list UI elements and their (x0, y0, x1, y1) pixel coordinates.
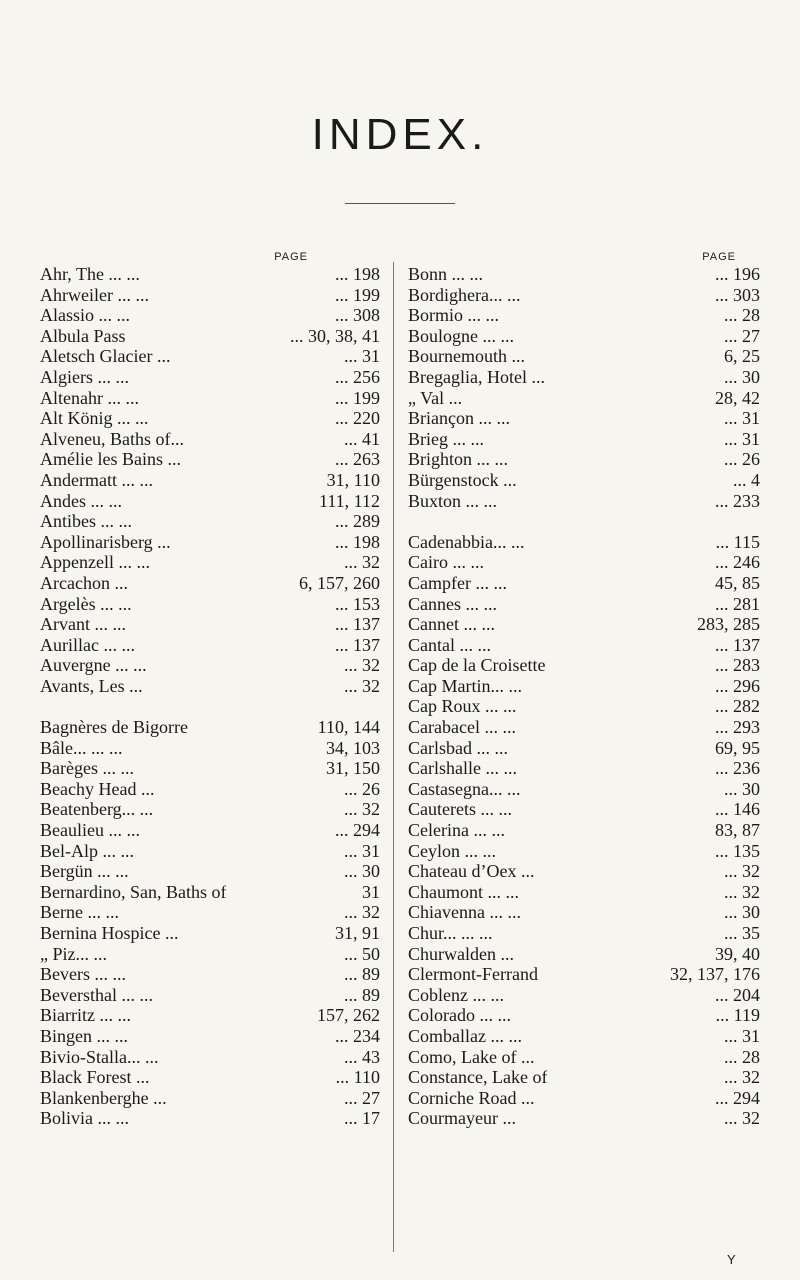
index-term: Coblenz ... ... (408, 984, 504, 1005)
index-entry (408, 449, 760, 470)
index-column-left (40, 250, 380, 1129)
index-term: Avants, Les ... (40, 675, 143, 696)
index-entry (40, 799, 380, 820)
index-term: Black Forest ... (40, 1067, 150, 1088)
index-term: Corniche Road ... (408, 1087, 535, 1108)
index-term: Cap de la Croisette (408, 655, 546, 676)
index-term: Brighton ... ... (408, 449, 509, 470)
index-entry (40, 902, 380, 923)
index-entry (40, 388, 380, 409)
index-term: Carlshalle ... ... (408, 758, 517, 779)
index-pages: ... 30, 38, 41 (290, 325, 380, 346)
index-term: Boulogne ... ... (408, 325, 514, 346)
index-pages: ... 234 (335, 1025, 380, 1046)
index-entry (408, 470, 760, 491)
index-pages: ... 153 (335, 593, 380, 614)
index-entry (40, 594, 380, 615)
index-pages: ... 283 (715, 655, 760, 676)
index-pages: ... 28 (724, 305, 760, 326)
index-pages: 31, 150 (326, 758, 380, 779)
index-term: Arcachon ... (40, 572, 128, 593)
index-term: Aurillac ... ... (40, 634, 135, 655)
index-entry (408, 964, 760, 985)
index-term: Briançon ... ... (408, 408, 510, 429)
index-term: Apollinarisberg ... (40, 531, 171, 552)
index-pages: ... 32 (344, 902, 380, 923)
index-term: Cap Roux ... ... (408, 696, 517, 717)
index-entry (40, 470, 380, 491)
index-pages: ... 198 (335, 531, 380, 552)
index-entry (40, 861, 380, 882)
index-term: Barèges ... ... (40, 758, 134, 779)
index-entry (40, 573, 380, 594)
index-entry (40, 408, 380, 429)
index-term: Buxton ... ... (408, 490, 498, 511)
index-entry (40, 1047, 380, 1068)
index-term: Chaumont ... ... (408, 881, 519, 902)
index-entry (40, 532, 380, 553)
index-entry (408, 511, 760, 532)
index-entry (408, 882, 760, 903)
index-entry (40, 285, 380, 306)
index-pages: ... 263 (335, 449, 380, 470)
index-entry (40, 985, 380, 1006)
index-term: Bernina Hospice ... (40, 923, 179, 943)
index-term: Ahrweiler ... ... (40, 284, 149, 305)
index-pages: 28, 42 (715, 387, 760, 408)
index-term: Bivio-Stalla... ... (40, 1046, 159, 1067)
index-term: Beachy Head ... (40, 778, 155, 799)
index-entry (408, 985, 760, 1006)
index-term: Campfer ... ... (408, 572, 507, 593)
index-term: Bingen ... ... (40, 1025, 128, 1046)
index-pages: ... 293 (715, 717, 760, 738)
index-pages: ... 26 (344, 778, 380, 799)
index-term: Churwalden ... (408, 943, 514, 964)
index-pages: 157, 262 (317, 1005, 380, 1026)
index-term: Colorado ... ... (408, 1005, 511, 1026)
index-pages: ... 281 (715, 593, 760, 614)
index-pages: ... 308 (335, 305, 380, 326)
index-pages: ... 89 (344, 984, 380, 1005)
index-entry (408, 1108, 760, 1129)
index-pages: 6, 157, 260 (299, 572, 380, 593)
index-pages: ... 294 (335, 820, 380, 841)
index-pages: ... 32 (724, 1067, 760, 1088)
index-term: Beversthal ... ... (40, 984, 153, 1005)
index-term: Bâle... ... ... (40, 737, 123, 758)
index-pages: ... 146 (715, 799, 760, 820)
index-entry (40, 264, 380, 285)
index-term: Arvant ... ... (40, 614, 126, 635)
index-entry (408, 614, 760, 635)
index-pages: 39, 40 (715, 943, 760, 964)
index-entry (40, 1026, 380, 1047)
index-term: Cairo ... ... (408, 552, 484, 573)
index-term: Appenzell ... ... (40, 552, 150, 573)
index-term: Alveneu, Baths of... (40, 428, 184, 449)
index-entry (40, 820, 380, 841)
index-term: Algiers ... ... (40, 366, 129, 387)
index-entry (40, 449, 380, 470)
index-pages: ... 294 (715, 1087, 760, 1108)
index-term: Bolivia ... ... (40, 1108, 129, 1129)
index-entry (408, 820, 760, 841)
index-term: Cannet ... ... (408, 614, 495, 635)
index-pages: ... 115 (715, 531, 760, 552)
index-entry (40, 305, 380, 326)
index-entry (408, 388, 760, 409)
index-pages: ... 220 (335, 408, 380, 429)
index-entry (408, 1026, 760, 1047)
index-entry (40, 676, 380, 697)
index-pages: ... 198 (335, 264, 380, 284)
index-entry (40, 367, 380, 388)
index-entry (40, 614, 380, 635)
index-pages: 69, 95 (715, 737, 760, 758)
index-pages: ... 31 (724, 428, 760, 449)
index-term: Cantal ... ... (408, 634, 491, 655)
index-term: Carlsbad ... ... (408, 737, 508, 758)
index-entry (40, 1067, 380, 1088)
index-entry (408, 1088, 760, 1109)
index-pages: ... 89 (344, 964, 380, 985)
index-entry (40, 758, 380, 779)
index-entry (40, 882, 380, 903)
index-pages: ... 110 (335, 1067, 380, 1088)
index-pages: ... 32 (344, 552, 380, 573)
index-pages: ... 31 (724, 1025, 760, 1046)
index-pages: ... 32 (724, 881, 760, 902)
index-entry (40, 655, 380, 676)
index-pages: ... 30 (724, 366, 760, 387)
index-entry (408, 861, 760, 882)
index-term: Ceylon ... ... (408, 840, 496, 861)
index-entry (408, 799, 760, 820)
index-pages: 110, 144 (317, 717, 380, 738)
index-entry (40, 717, 380, 738)
index-pages: 283, 285 (697, 614, 760, 635)
index-entry (408, 696, 760, 717)
index-term: „ Piz... ... (40, 943, 107, 964)
index-term: Andermatt ... ... (40, 469, 153, 490)
index-pages: ... 196 (715, 264, 760, 284)
index-pages: 34, 103 (326, 737, 380, 758)
index-entry (40, 964, 380, 985)
index-pages: ... 32 (344, 675, 380, 696)
index-term: Altenahr ... ... (40, 387, 139, 408)
index-entry (40, 491, 380, 512)
column-divider (393, 262, 394, 1252)
index-pages: ... 17 (344, 1108, 380, 1129)
index-term: Chateau d’Oex ... (408, 861, 535, 882)
index-entry (408, 594, 760, 615)
index-entry (408, 738, 760, 759)
index-pages: ... 50 (344, 943, 380, 964)
index-column-right (408, 250, 760, 1129)
index-pages: ... 137 (335, 614, 380, 635)
index-entry (408, 758, 760, 779)
index-entry (40, 923, 380, 944)
index-entry (408, 635, 760, 656)
index-term: Bagnères de Bigorre (40, 717, 188, 738)
index-pages: ... 199 (335, 387, 380, 408)
index-entry (408, 902, 760, 923)
index-list-left (40, 264, 380, 1129)
index-term: Bernardino, San, Baths of (40, 881, 227, 902)
index-pages: ... 137 (715, 634, 760, 655)
index-pages: 32, 137, 176 (670, 964, 760, 985)
index-pages: 31, 91 (335, 923, 380, 943)
index-term: Bournemouth ... (408, 346, 525, 367)
index-entry (408, 264, 760, 285)
page-header-label: PAGE (274, 251, 308, 263)
index-pages: ... 289 (335, 511, 380, 532)
index-pages: ... 27 (344, 1087, 380, 1108)
index-pages: ... 41 (344, 428, 380, 449)
index-entry (408, 676, 760, 697)
index-pages: 6, 25 (724, 346, 760, 367)
index-term: Bergün ... ... (40, 861, 129, 882)
index-pages: ... 28 (724, 1046, 760, 1067)
index-term: Bonn ... ... (408, 264, 484, 284)
signature-mark: Y (727, 1252, 736, 1267)
index-entry (408, 408, 760, 429)
index-pages: ... 27 (724, 325, 760, 346)
index-term: Carabacel ... ... (408, 717, 516, 738)
index-term: Andes ... ... (40, 490, 122, 511)
index-term: Brieg ... ... (408, 428, 484, 449)
index-entry (408, 305, 760, 326)
index-entry (408, 923, 760, 944)
index-term: Como, Lake of ... (408, 1046, 535, 1067)
index-term: Chiavenna ... ... (408, 902, 521, 923)
index-pages: ... 31 (724, 408, 760, 429)
index-entry (40, 511, 380, 532)
index-pages: ... 35 (724, 923, 760, 943)
index-term: Bevers ... ... (40, 964, 126, 985)
index-pages: 83, 87 (715, 820, 760, 841)
page-header-label: PAGE (702, 251, 736, 263)
index-pages: ... 256 (335, 366, 380, 387)
index-entry (408, 1005, 760, 1026)
index-entry (40, 696, 380, 717)
index-entry (40, 635, 380, 656)
index-term: Argelès ... ... (40, 593, 132, 614)
index-term: Bormio ... ... (408, 305, 500, 326)
index-entry (408, 346, 760, 367)
index-entry (408, 717, 760, 738)
index-entry (408, 552, 760, 573)
index-entry (408, 1067, 760, 1088)
index-pages: 31, 110 (326, 469, 380, 490)
index-pages: ... 204 (715, 984, 760, 1005)
index-pages: ... 31 (344, 840, 380, 861)
index-pages: ... 32 (724, 861, 760, 882)
index-entry (40, 738, 380, 759)
index-entry (408, 841, 760, 862)
index-pages: ... 26 (724, 449, 760, 470)
index-entry (40, 841, 380, 862)
index-pages: 111, 112 (319, 490, 380, 511)
index-term: Aletsch Glacier ... (40, 346, 171, 367)
index-entry (408, 1047, 760, 1068)
index-pages: 45, 85 (715, 572, 760, 593)
index-term: Comballaz ... ... (408, 1025, 522, 1046)
title-rule (345, 203, 455, 204)
index-pages: ... 137 (335, 634, 380, 655)
index-term: Albula Pass (40, 325, 126, 346)
index-pages: ... 119 (715, 1005, 760, 1026)
index-pages: ... 296 (715, 675, 760, 696)
index-entry (408, 573, 760, 594)
index-pages: ... 30 (344, 861, 380, 882)
page-title: INDEX. (311, 110, 489, 159)
index-term: Constance, Lake of (408, 1067, 548, 1088)
index-term: „ Val ... (408, 387, 463, 408)
index-term: Chur... ... ... (408, 923, 493, 943)
index-pages: ... 32 (344, 799, 380, 820)
index-pages: ... 282 (715, 696, 760, 717)
index-term: Courmayeur ... (408, 1108, 516, 1129)
index-entry (408, 491, 760, 512)
index-term: Beatenberg... ... (40, 799, 154, 820)
index-entry (40, 326, 380, 347)
index-entry (408, 367, 760, 388)
index-term: Blankenberghe ... (40, 1087, 167, 1108)
index-entry (40, 429, 380, 450)
index-entry (408, 429, 760, 450)
index-pages: ... 31 (344, 346, 380, 367)
index-pages: 31 (362, 881, 380, 902)
index-term: Bregaglia, Hotel ... (408, 366, 545, 387)
index-entry (40, 779, 380, 800)
index-pages: ... 199 (335, 284, 380, 305)
index-entry (408, 326, 760, 347)
index-term: Beaulieu ... ... (40, 820, 140, 841)
index-term: Bürgenstock ... (408, 469, 517, 490)
index-term: Clermont-Ferrand (408, 964, 538, 985)
index-list-right (408, 264, 760, 1129)
index-pages: ... 30 (724, 902, 760, 923)
index-pages: ... 43 (344, 1046, 380, 1067)
index-entry (40, 1005, 380, 1026)
index-term: Castasegna... ... (408, 778, 521, 799)
index-pages: ... 303 (715, 284, 760, 305)
index-term: Celerina ... ... (408, 820, 505, 841)
index-term: Biarritz ... ... (40, 1005, 131, 1026)
index-term: Bordighera... ... (408, 284, 521, 305)
index-pages: ... 135 (715, 840, 760, 861)
index-pages: ... 236 (715, 758, 760, 779)
index-term: Berne ... ... (40, 902, 119, 923)
index-term: Cadenabbia... ... (408, 531, 525, 552)
index-term: Antibes ... ... (40, 511, 132, 532)
index-pages: ... 32 (344, 655, 380, 676)
index-term: Amélie les Bains ... (40, 449, 181, 470)
index-term: Cap Martin... ... (408, 675, 522, 696)
index-pages: ... 246 (715, 552, 760, 573)
index-entry (408, 944, 760, 965)
index-entry (40, 944, 380, 965)
index-term: Cauterets ... ... (408, 799, 512, 820)
index-term: Alassio ... ... (40, 305, 130, 326)
index-term: Bel-Alp ... ... (40, 840, 134, 861)
index-term: Ahr, The ... ... (40, 264, 140, 284)
index-entry (408, 532, 760, 553)
index-pages: ... 4 (733, 469, 760, 490)
index-entry (408, 779, 760, 800)
index-entry (408, 285, 760, 306)
index-pages: ... 30 (724, 778, 760, 799)
index-term: Auvergne ... ... (40, 655, 147, 676)
index-pages: ... 32 (724, 1108, 760, 1129)
index-entry (40, 1088, 380, 1109)
index-term: Alt König ... ... (40, 408, 149, 429)
index-entry (40, 346, 380, 367)
index-entry (408, 655, 760, 676)
index-term: Cannes ... ... (408, 593, 497, 614)
index-pages: ... 233 (715, 490, 760, 511)
index-entry (40, 1108, 380, 1129)
index-entry (40, 552, 380, 573)
